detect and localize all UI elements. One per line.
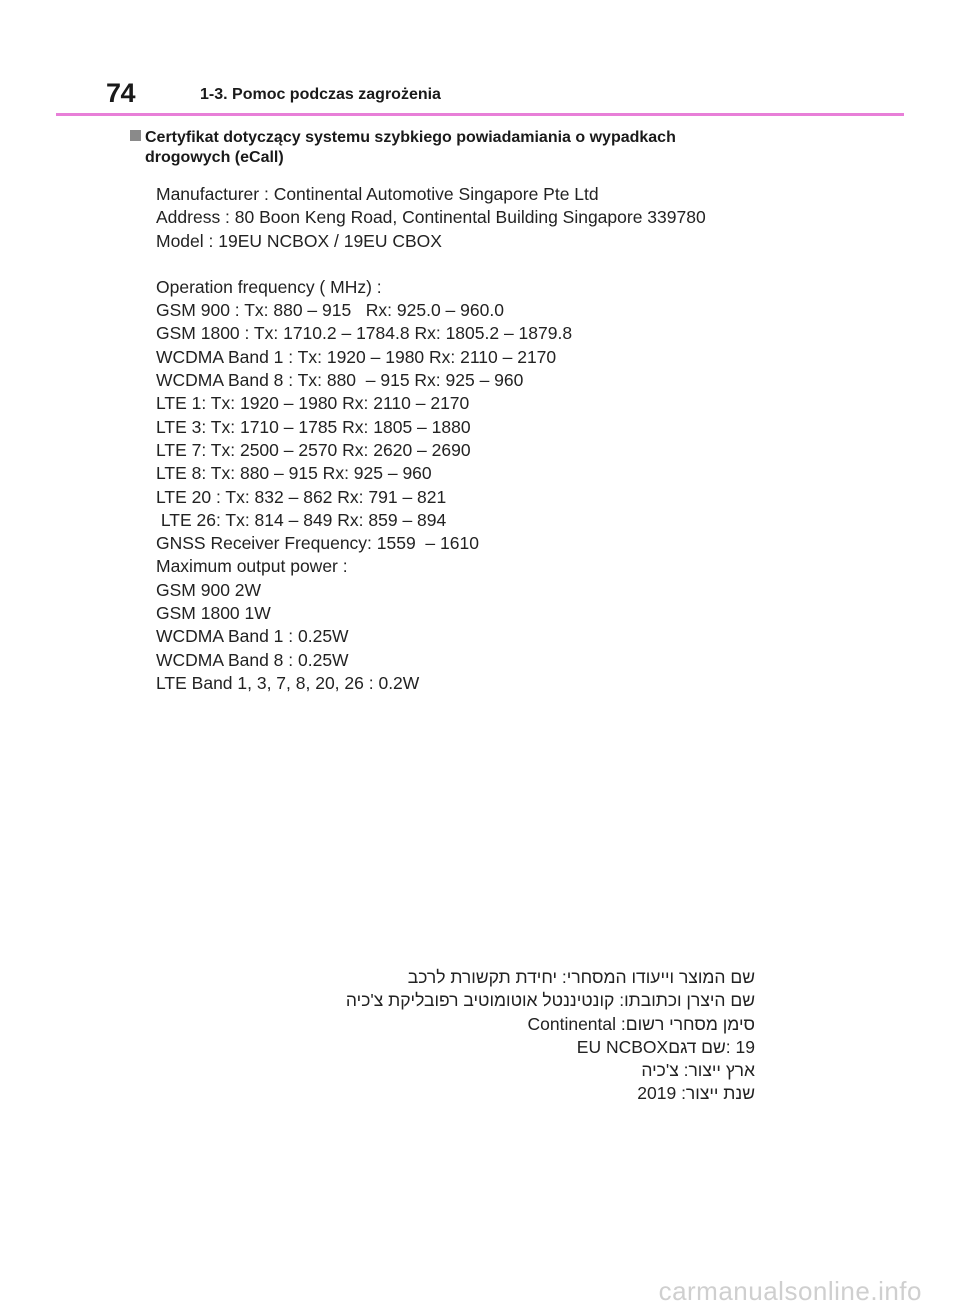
cert-line: Model : 19EU NCBOX / 19EU CBOX bbox=[156, 230, 442, 251]
heading-line-1: Certyfikat dotyczący systemu szybkiego powiadamiania o wypadkach bbox=[145, 129, 676, 146]
cert-line: GNSS Receiver Frequency: 1559 – 1610 bbox=[156, 533, 479, 554]
cert-line: Manufacturer : Continental Automotive Singapore Pte Ltd bbox=[156, 184, 599, 204]
cert-line: GSM 1800 1W bbox=[156, 603, 271, 624]
cert-line: WCDMA Band 1 : 0.25W bbox=[156, 626, 349, 647]
watermark: carmanualsonline.info bbox=[658, 1276, 922, 1306]
section-title: 1-3. Pomoc podczas zagrożenia bbox=[200, 86, 441, 103]
cert-line: LTE 20 : Tx: 832 – 862 Rx: 791 – 821 bbox=[156, 486, 447, 507]
cert-line: LTE Band 1, 3, 7, 8, 20, 26 : 0.2W bbox=[156, 672, 420, 693]
heading-line-2: drogowych (eCall) bbox=[145, 149, 284, 166]
cert-line: LTE 3: Tx: 1710 – 1785 Rx: 1805 – 1880 bbox=[156, 416, 471, 437]
hebrew-line: ארץ ייצור: צ'כיה bbox=[641, 1060, 755, 1081]
cert-line: Maximum output power : bbox=[156, 556, 348, 577]
cert-line: GSM 1800 : Tx: 1710.2 – 1784.8 Rx: 1805.2 – 1879.8 bbox=[156, 323, 573, 344]
cert-line: GSM 900 2W bbox=[156, 579, 262, 600]
cert-line: LTE 26: Tx: 814 – 849 Rx: 859 – 894 bbox=[156, 509, 447, 530]
section-heading bbox=[130, 128, 810, 168]
certificate-text bbox=[156, 183, 796, 695]
cert-line: WCDMA Band 8 : 0.25W bbox=[156, 649, 349, 670]
hebrew-line: שם המוצר וייעודו המסחרי: יחידת תקשורת לרכב bbox=[407, 967, 755, 987]
cert-line: WCDMA Band 1 : Tx: 1920 – 1980 Rx: 2110 – 2170 bbox=[156, 346, 557, 367]
page-number: 74 bbox=[106, 78, 136, 108]
cert-line: GSM 900 : Tx: 880 – 915 Rx: 925.0 – 960.0 bbox=[156, 300, 504, 321]
hebrew-line: שם היצרן וכתובתו: קונטיננטל אוטומוטיב רפובליקת צ'כיה bbox=[345, 990, 755, 1011]
cert-line: WCDMA Band 8 : Tx: 880 – 915 Rx: 925 – 960 bbox=[156, 370, 524, 391]
cert-line: LTE 8: Tx: 880 – 915 Rx: 925 – 960 bbox=[156, 463, 432, 484]
hebrew-line: שנת ייצור: 2019 bbox=[637, 1083, 755, 1104]
cert-line: LTE 7: Tx: 2500 – 2570 Rx: 2620 – 2690 bbox=[156, 439, 471, 460]
hebrew-line: סימן מסחרי רשום: Continental bbox=[527, 1013, 755, 1034]
cert-line: Address : 80 Boon Keng Road, Continental Building Singapore 339780 bbox=[156, 207, 706, 228]
hebrew-line: 19 :שם דגםEU NCBOX bbox=[576, 1036, 755, 1057]
header-rule bbox=[56, 113, 904, 116]
hebrew-certificate-text bbox=[300, 966, 755, 1106]
cert-line: LTE 1: Tx: 1920 – 1980 Rx: 2110 – 2170 bbox=[156, 393, 470, 414]
square-bullet-icon bbox=[130, 130, 141, 141]
cert-line: Operation frequency ( MHz) : bbox=[156, 276, 382, 297]
